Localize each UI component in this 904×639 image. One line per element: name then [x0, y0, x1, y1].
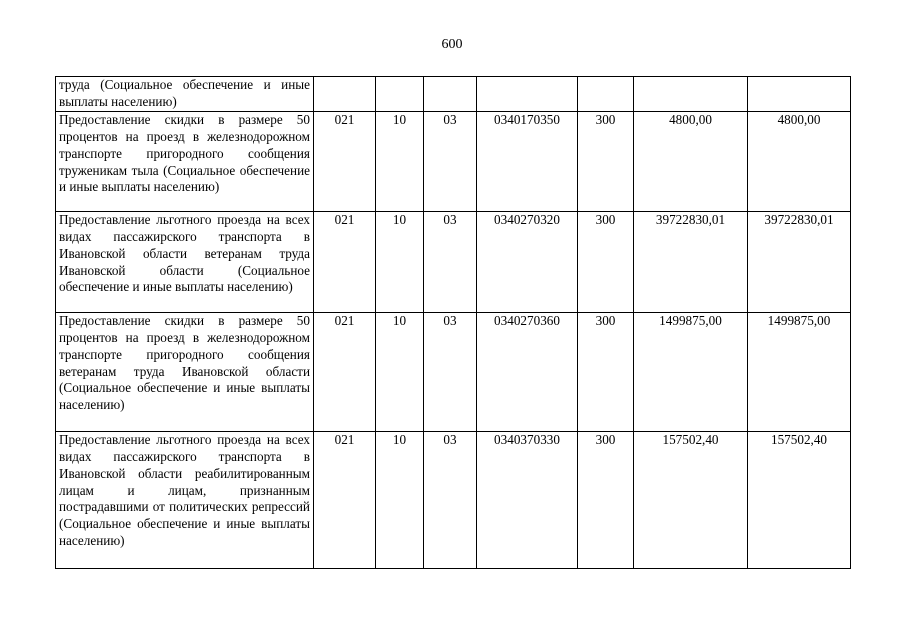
budget-table	[55, 76, 851, 569]
target-article-code	[477, 77, 578, 112]
amount-2: 4800,00	[748, 111, 851, 211]
target-article-code: 0340170350	[477, 111, 578, 211]
section-code: 10	[376, 111, 424, 211]
expense-type-code: 300	[578, 431, 634, 568]
table-row	[56, 77, 851, 112]
expense-type-code: 300	[578, 211, 634, 312]
ministry-code	[314, 77, 376, 112]
section-code	[376, 77, 424, 112]
expense-type-code	[578, 77, 634, 112]
target-article-code: 0340270320	[477, 211, 578, 312]
subsection-code: 03	[424, 312, 477, 431]
expense-type-code: 300	[578, 111, 634, 211]
amount-1: 39722830,01	[634, 211, 748, 312]
row-description: Предоставление скидки в размере 50 процентов на проезд в железнодорожном транспорте пригородного сообщения труженикам тыла (Социальное обеспечение и иные выплаты населению)	[56, 111, 314, 211]
section-code: 10	[376, 431, 424, 568]
section-code: 10	[376, 211, 424, 312]
ministry-code: 021	[314, 211, 376, 312]
target-article-code: 0340370330	[477, 431, 578, 568]
subsection-code	[424, 77, 477, 112]
amount-1: 1499875,00	[634, 312, 748, 431]
amount-2: 157502,40	[748, 431, 851, 568]
subsection-code: 03	[424, 431, 477, 568]
page-number: 600	[441, 37, 463, 52]
amount-2: 39722830,01	[748, 211, 851, 312]
amount-1: 4800,00	[634, 111, 748, 211]
amount-1: 157502,40	[634, 431, 748, 568]
ministry-code: 021	[314, 431, 376, 568]
amount-1	[634, 77, 748, 112]
ministry-code: 021	[314, 111, 376, 211]
subsection-code: 03	[424, 111, 477, 211]
row-description: Предоставление скидки в размере 50 процентов на проезд в железнодорожном транспорте пригородного сообщения ветеранам труда Ивановской области (Социальное обеспечение и иные выплаты населению)	[56, 312, 314, 431]
row-description: Предоставление льготного проезда на всех видах пассажирского транспорта в Ивановской области реабилитированным лицам и лицам, признанным пострадавшими от политических репрессий (Социальное обеспечение и иные выплаты населению)	[56, 431, 314, 568]
row-description: Предоставление льготного проезда на всех видах пассажирского транспорта в Ивановской области ветеранам труда Ивановской области (Социальное обеспечение и иные выплаты населению)	[56, 211, 314, 312]
expense-type-code: 300	[578, 312, 634, 431]
table-row	[56, 312, 851, 431]
subsection-code: 03	[424, 211, 477, 312]
row-description: труда (Социальное обеспечение и иные выплаты населению)	[56, 77, 314, 112]
table-row	[56, 431, 851, 568]
table-row	[56, 111, 851, 211]
amount-2	[748, 77, 851, 112]
table-row	[56, 211, 851, 312]
section-code: 10	[376, 312, 424, 431]
amount-2: 1499875,00	[748, 312, 851, 431]
target-article-code: 0340270360	[477, 312, 578, 431]
ministry-code: 021	[314, 312, 376, 431]
